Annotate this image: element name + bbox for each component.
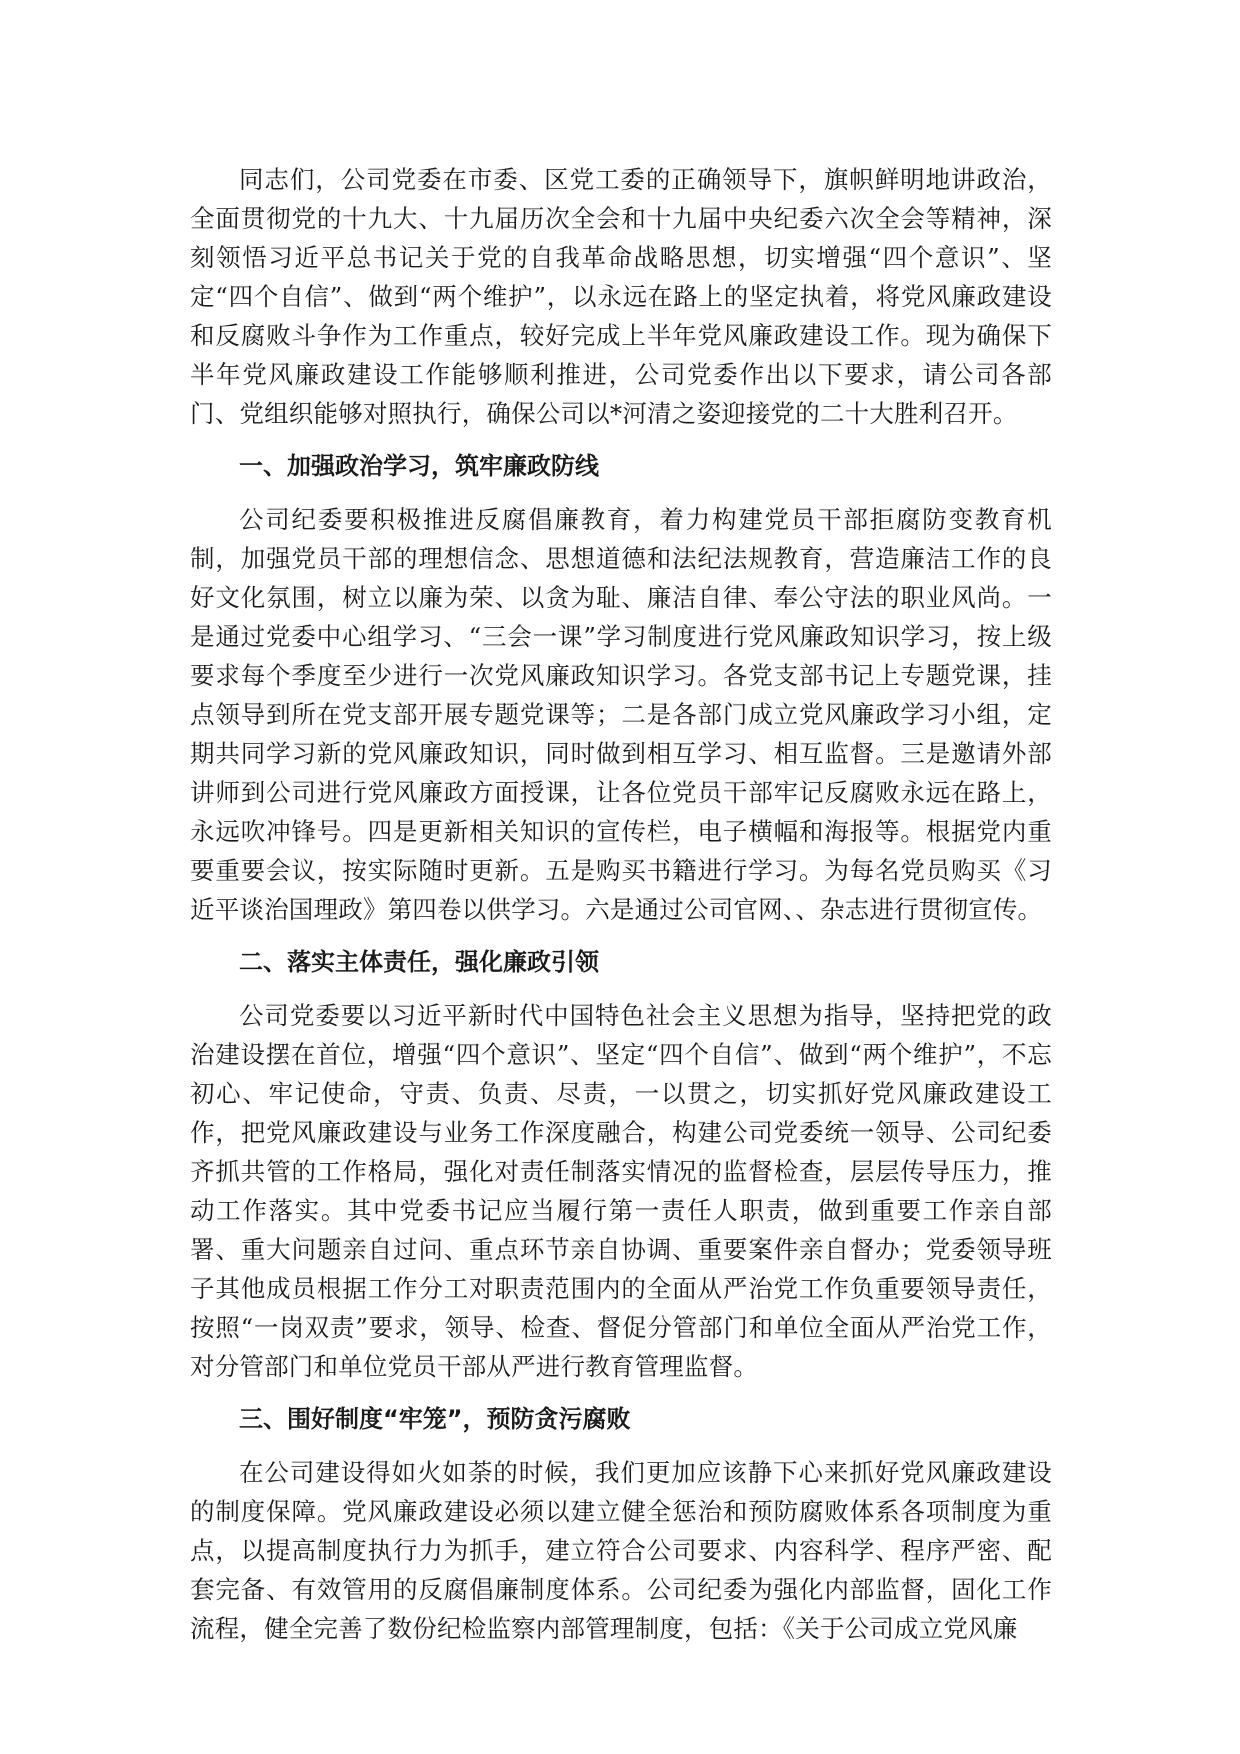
section-heading-2: 二、落实主体责任，强化廉政引领 [239, 948, 599, 976]
section-body-1: 公司纪委要积极推进反腐倡廉教育，着力构建党员干部拒腐防变教育机制，加强党员干部的理想信念、思想道德和法纪法规教育，营造廉洁工作的良好文化氛围，树立以廉为荣、以贪为耻、廉洁自律、奉公守法的职业风尚。一是通过党委中心组学习、“三会一课”学习制度进行党风廉政知识学习，按上级要求每个季度至少进行一次党风廉政知识学习。各党支部书记上专题党课，挂点领导到所在党支部开展专题党课等；二是各部门成立党风廉政学习小组，定期共同学习新的党风廉政知识，同时做到相互学习、相互监督。三是邀请外部讲师到公司进行党风廉政方面授课，让各位党员干部牢记反腐败永远在路上，永远吹冲锋号。四是更新相关知识的宣传栏，电子横幅和海报等。根据党内重要重要会议，按实际随时更新。五是购买书籍进行学习。为每名党员购买《习近平谈治国理政》第四卷以供学习。六是通过公司官网、、杂志进行贯彻宣传。 [190, 505, 1052, 924]
section-body-2: 公司党委要以习近平新时代中国特色社会主义思想为指导，坚持把党的政治建设摆在首位，增强“四个意识”、坚定“四个自信”、做到“两个维护”，不忘初心、牢记使命，守责、负责、尽责，一以贯之，切实抓好党风廉政建设工作，把党风廉政建设与业务工作深度融合，构建公司党委统一领导、公司纪委齐抓共管的工作格局，强化对责任制落实情况的监督检查，层层传导压力，推动工作落实。其中党委书记应当履行第一责任人职责，做到重要工作亲自部署、重大问题亲自过问、重点环节亲自协调、重要案件亲自督办；党委领导班子其他成员根据工作分工对职责范围内的全面从严治党工作负重要领导责任，按照“一岗双责”要求，领导、检查、督促分管部门和单位全面从严治党工作，对分管部门和单位党员干部从严进行教育管理监督。 [190, 1001, 1052, 1381]
section-body-3: 在公司建设得如火如荼的时候，我们更加应该静下心来抓好党风廉政建设的制度保障。党风廉政建设必须以建立健全惩治和预防腐败体系各项制度为重点，以提高制度执行力为抓手，建立符合公司要求、内容科学、程序严密、配套完备、有效管用的反腐倡廉制度体系。公司纪委为强化内部监督，固化工作流程，健全完善了数份纪检监察内部管理制度，包括：《关于公司成立党风廉 [190, 1458, 1052, 1643]
intro-paragraph: 同志们，公司党委在市委、区党工委的正确领导下，旗帜鲜明地讲政治，全面贯彻党的十九大、十九届历次全会和十九届中央纪委六次全会等精神，深刻领悟习近平总书记关于党的自我革命战略思想，切实增强“四个意识”、坚定“四个自信”、做到“两个维护”，以永远在路上的坚定执着，将党风廉政建设和反腐败斗争作为工作重点，较好完成上半年党风廉政建设工作。现为确保下半年党风廉政建设工作能够顺利推进，公司党委作出以下要求，请公司各部门、党组织能够对照执行，确保公司以*河清之姿迎接党的二十大胜利召开。 [190, 165, 1052, 428]
section-heading-3: 三、围好制度“牢笼”，预防贪污腐败 [239, 1405, 631, 1433]
section-heading-1: 一、加强政治学习，筑牢廉政防线 [239, 452, 599, 480]
document-page [190, 160, 1052, 1662]
